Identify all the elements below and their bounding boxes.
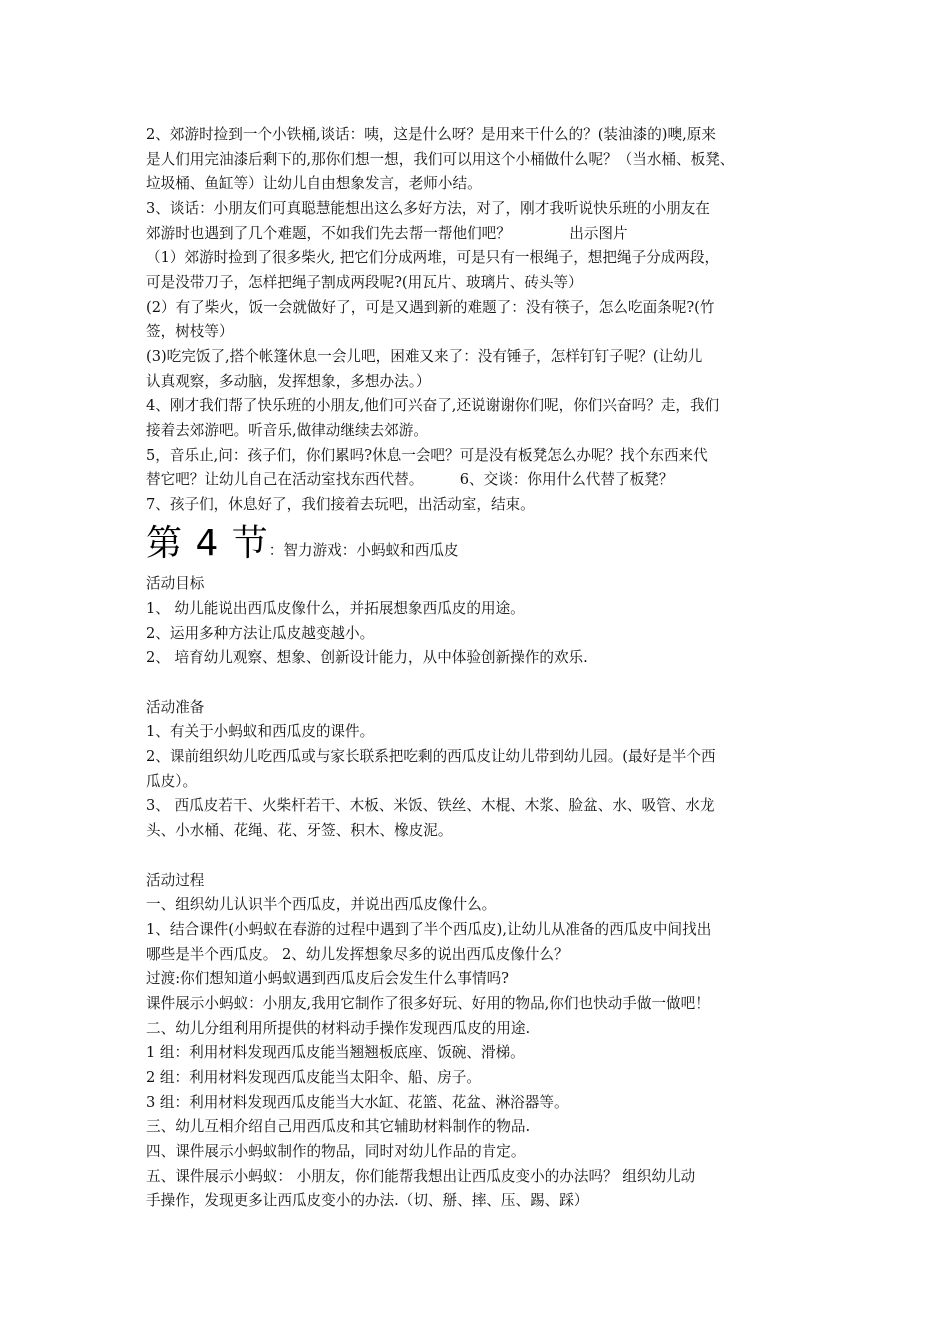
list-item: 瓜皮）。 <box>146 773 198 790</box>
paragraph-line: 5，音乐止,问：孩子们，你们累吗?休息一会吧？可是没有板凳怎么办呢？找个东西来代 <box>146 447 708 464</box>
paragraph-line: 四、课件展示小蚂蚁制作的物品，同时对幼儿作品的肯定。 <box>146 1143 526 1160</box>
paragraph-line: (3)吃完饭了,搭个帐篷休息一会儿吧，困难又来了：没有锤子，怎样钉钉子呢？(让幼儿 <box>146 348 703 365</box>
paragraph-line: 3 组：利用材料发现西瓜皮能当大水缸、花篮、花盆、淋浴器等。 <box>146 1094 569 1111</box>
paragraph-line: 课件展示小蚂蚁：小朋友,我用它制作了很多好玩、好用的物品,你们也快动手做一做吧！ <box>146 995 710 1012</box>
list-item: 头、小水桶、花绳、花、牙签、积木、橡皮泥。 <box>146 822 453 839</box>
list-item: 2、 培育幼儿观察、想象、创新设计能力，从中体验创新操作的欢乐. <box>146 649 588 666</box>
paragraph-line: 7、孩子们，休息好了，我们接着去玩吧，出活动室，结束。 <box>146 496 535 513</box>
subheading-activity-goals: 活动目标 <box>146 575 205 592</box>
paragraph-line: 3、谈话：小朋友们可真聪慧能想出这么多好方法，对了，刚才我听说快乐班的小朋友在 <box>146 200 710 217</box>
paragraph-line: 一、组织幼儿认识半个西瓜皮，并说出西瓜皮像什么。 <box>146 896 497 913</box>
paragraph-line: 2、郊游时捡到一个小铁桶,谈话：咦，这是什么呀？是用来干什么的？(装油漆的)噢,原来 <box>146 126 716 143</box>
paragraph-line: 认真观察，多动脑，发挥想象，多想办法。） <box>146 373 431 390</box>
paragraph-line: 五、课件展示小蚂蚁： 小朋友，你们能帮我想出让西瓜皮变小的办法吗？ 组织幼儿动 <box>146 1168 696 1185</box>
section-title: ：智力游戏：小蚂蚁和西瓜皮 <box>268 542 459 559</box>
paragraph-line: 垃圾桶、鱼缸等）让幼儿自由想象发言，老师小结。 <box>146 175 482 192</box>
list-item: 2、课前组织幼儿吃西瓜或与家长联系把吃剩的西瓜皮让幼儿带到幼儿园。(最好是半个西 <box>146 748 716 765</box>
section-number: 第 4 节 <box>146 523 269 564</box>
list-item: 1、有关于小蚂蚁和西瓜皮的课件。 <box>146 723 375 740</box>
list-item: 1、 幼儿能说出西瓜皮像什么，并拓展想象西瓜皮的用途。 <box>146 600 525 617</box>
subheading-activity-prep: 活动准备 <box>146 699 205 716</box>
paragraph-line: 1 组：利用材料发现西瓜皮能当翘翘板底座、饭碗、滑梯。 <box>146 1044 525 1061</box>
paragraph-line: (2）有了柴火，饭一会就做好了，可是又遇到新的难题了：没有筷子，怎么吃面条呢?(竹 <box>146 299 715 316</box>
paragraph-line: 2 组：利用材料发现西瓜皮能当太阳伞、船、房子。 <box>146 1069 481 1086</box>
paragraph-line: 可是没带刀子，怎样把绳子割成两段呢?(用瓦片、玻璃片、砖头等） <box>146 274 583 291</box>
paragraph-line: 手操作，发现更多让西瓜皮变小的办法.（切、掰、摔、压、踢、踩） <box>146 1192 589 1209</box>
paragraph-line: 二、幼儿分组利用所提供的材料动手操作发现西瓜皮的用途. <box>146 1020 531 1037</box>
section-heading <box>146 522 459 566</box>
paragraph-line: （1）郊游时捡到了很多柴火, 把它们分成两堆，可是只有一根绳子，想把绳子分成两段， <box>146 249 720 266</box>
paragraph-line: 1、结合课件(小蚂蚁在春游的过程中遇到了半个西瓜皮),让幼儿从准备的西瓜皮中间找出 <box>146 921 712 938</box>
subheading-activity-process: 活动过程 <box>146 872 205 889</box>
list-item: 3、 西瓜皮若干、火柴杆若干、木板、米饭、铁丝、木棍、木浆、脸盆、水、吸管、水龙 <box>146 797 715 814</box>
paragraph-line: 哪些是半个西瓜皮。 2、幼儿发挥想象尽多的说出西瓜皮像什么？ <box>146 946 569 963</box>
paragraph-line: 是人们用完油漆后剩下的,那你们想一想，我们可以用这个小桶做什么呢？（当水桶、板凳、 <box>146 151 735 168</box>
paragraph-line: 签，树枝等） <box>146 323 234 340</box>
paragraph-line: 郊游时也遇到了几个难题，不如我们先去帮一帮他们吧？ 出示图片 <box>146 225 628 242</box>
paragraph-line: 过渡:你们想知道小蚂蚁遇到西瓜皮后会发生什么事情吗? <box>146 970 509 987</box>
paragraph-line: 接着去郊游吧。听音乐,做律动继续去郊游。 <box>146 422 428 439</box>
paragraph-line: 三、幼儿互相介绍自己用西瓜皮和其它辅助材料制作的物品. <box>146 1118 531 1135</box>
paragraph-line: 4、刚才我们帮了快乐班的小朋友,他们可兴奋了,还说谢谢你们呢，你们兴奋吗？走，我们 <box>146 397 720 414</box>
paragraph-line: 替它吧？让幼儿自己在活动室找东西代替。 6、交谈：你用什么代替了板凳？ <box>146 471 674 488</box>
list-item: 2、运用多种方法让瓜皮越变越小。 <box>146 625 375 642</box>
